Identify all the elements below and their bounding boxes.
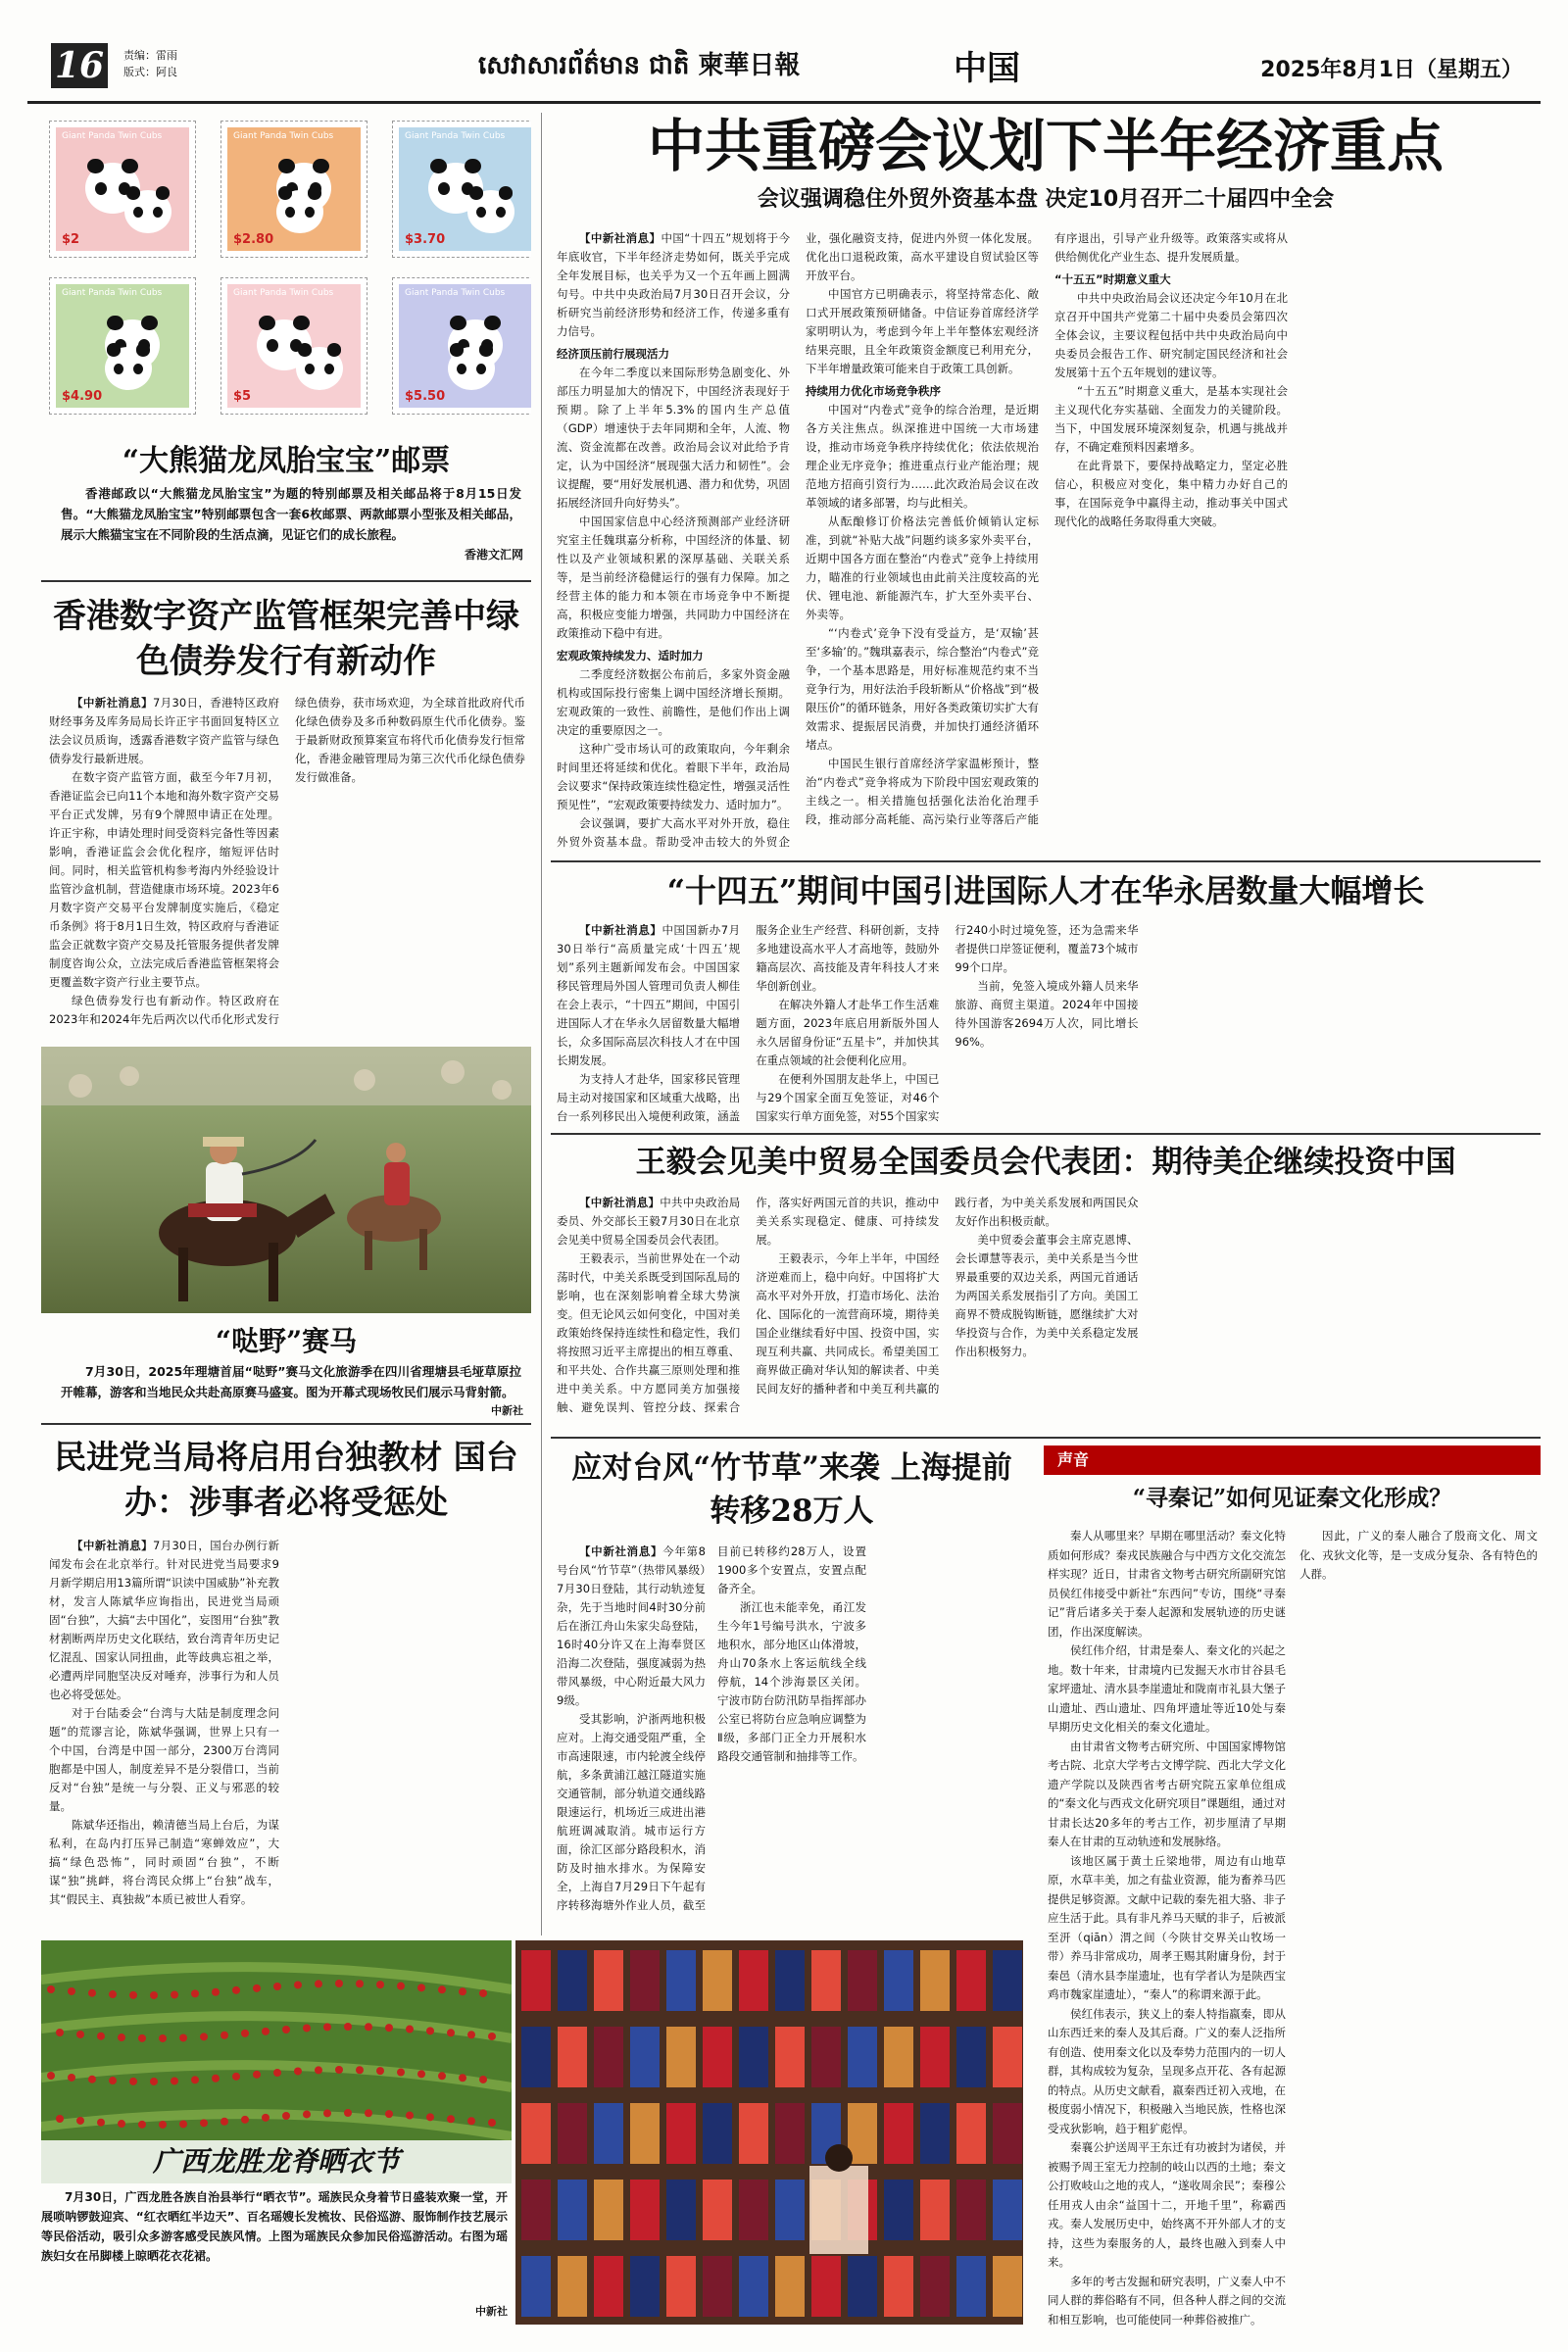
- parade-person: [200, 2119, 208, 2127]
- parade-person: [447, 2115, 455, 2123]
- parade-person: [68, 2074, 75, 2082]
- hanging-garment: [521, 2027, 551, 2087]
- main-paragraph: 中共中央政治局会议还决定今年10月在北京召开中国共产党第二十届中央委员会第四次全体会议，主要议程包括中共中央政治局向中央委员会报告工作、研究制定国民经济和社会发展第十五个五年规划的建议等。: [1054, 291, 1288, 379]
- hanging-garment: [739, 2103, 768, 2164]
- parade-person: [97, 2119, 105, 2127]
- parade-person: [488, 2119, 496, 2127]
- hanging-garment: [594, 1950, 623, 2011]
- parade-person: [220, 2032, 228, 2039]
- wang-article-body: [557, 1194, 1537, 1431]
- main-paragraph: 在此背景下，要保持战略定力，坚定必胜信心，积极应对变化，集中精力办好自己的事，在国际竞争中赢得主动，推动事关中国式现代化的战略任务取得重大突破。: [1054, 459, 1288, 528]
- hk-article-headline: 香港数字资产监管框架完善中绿色债券发行有新动作: [53, 597, 519, 681]
- parade-person: [118, 2120, 125, 2128]
- horse-title: “哒野”赛马: [215, 1325, 358, 1357]
- hanging-garment: [521, 2256, 551, 2317]
- panda-icon: [276, 190, 323, 233]
- stamp-value: $5.50: [405, 389, 446, 404]
- main-paragraph: “‘内卷式’竞争下没有受益方，是‘双输’甚至‘多输’的。”魏琪嘉表示，综合整治“内卷式”竞争，一个基本思路是，用好标准规范约束不当竞争行为，用好法治手段斩断从“价格战”到“极限压价”的循环链条，用好各类政策切实扩大有效需求、提振居民消费，并加快打通经济循环堵点。: [806, 626, 1039, 752]
- section-name: 中国: [954, 49, 1020, 88]
- stamp-image: [399, 127, 531, 251]
- wang-paragraph: 美中贸委会董事会主席克恩博、会长谭慧等表示，美中关系是当今世界最重要的双边关系，两国元首通话为两国关系发展指引了方向。美国工商界不赞成脱钩断链，愿继续扩大对华投资与合作，为美中关系稳定发展作出积极努力。: [955, 1233, 1139, 1358]
- main-paragraph: 中国民生银行首席经济学家温彬预计，整治“内卷式”竞争将成为下阶段中国宏观政策的主线之一。相关措施包括强化法治化治理手段，推动部分高耗能、高污染行业等落后产能有序退出，引导产业升级等。政策落实或将从供给侧优化产业生态、提升发展质量。: [806, 231, 1288, 826]
- parade-person: [323, 2023, 331, 2031]
- hanging-garment: [956, 2180, 986, 2240]
- wang-paragraph: 中共中央政治局委员、外交部长王毅7月30日在北京会见美中贸易全国委员会代表团。: [557, 1196, 741, 1247]
- main-paragraph: 中国对“内卷式”竞争的综合治理，是近期各方关注焦点。纵深推进中国统一大市场建设，推动市场竞争秩序持续优化；依法依规治理企业无序竞争；推进重点行业产能治理；规范地方招商引资行为……此次政治局会议在改革领域的诸多部署，均与此相关。: [806, 403, 1039, 510]
- stamp-image: [56, 284, 189, 408]
- festival-title-box: [41, 2140, 512, 2183]
- wang-yi-article: [551, 1137, 1541, 1433]
- parade-person: [159, 2034, 167, 2042]
- parade-person: [88, 1989, 96, 1997]
- hanging-garment: [775, 2256, 805, 2317]
- hanging-garment: [920, 1950, 950, 2011]
- parade-person: [335, 1980, 343, 1987]
- hanging-garment: [956, 1950, 986, 2011]
- wang-paragraph: 王毅表示，今年上半年，中国经济逆难而上，稳中向好。中国将扩大高水平对外开放，打造市场化、法治化、国际化的一流营商环境，期待美国企业继续看好中国、投资中国，实现互利共赢、共同成长。希望美国工商界做正确对华认知的解读者、中美民间友好的播种者和中美互利共赢的践行者，为中美关系发展和两国民众友好作出积极贡献。: [756, 1196, 1139, 1396]
- parade-person: [315, 1980, 322, 1987]
- parade-person: [273, 2069, 281, 2077]
- hk-article-body: [49, 694, 525, 1037]
- stamp-image: [227, 284, 361, 408]
- parade-person: [488, 2033, 496, 2040]
- hanging-clothes-image: [515, 1940, 1023, 2325]
- parade-person: [426, 2027, 434, 2034]
- stamp-1: [49, 121, 196, 258]
- main-subheading: 宏观政策持续发力、适时加力: [557, 649, 704, 662]
- hanging-garment: [630, 2256, 660, 2317]
- dpp-article-headline: 民进党当局将启用台独教材 国台办：涉事者必将受惩处: [54, 1438, 518, 1521]
- hanging-garment: [956, 2256, 986, 2317]
- hanging-garment: [956, 2027, 986, 2087]
- parade-person: [150, 2078, 158, 2085]
- hanging-garment: [884, 2103, 913, 2164]
- parade-person: [323, 2109, 331, 2117]
- parade-person: [294, 1981, 302, 1988]
- stamp-series-label: Giant Panda Twin Cubs: [62, 131, 163, 141]
- page-header: [27, 35, 1541, 104]
- hanging-garment: [666, 2103, 696, 2164]
- festival-caption: 7月30日，广西龙胜各族自治县举行“晒衣节”。瑶族民众身着节日盛装欢聚一堂，开展唢呐锣鼓迎宾、“红衣晒红半边天”、百名瑶嫂长发梳妆、民俗巡游、服饰制作技艺展示等民俗活动，吸引众多游客感受民族风情。上图为瑶族民众参加民俗巡游活动。右图为瑶族妇女在吊脚楼上晾晒花衣花裙。: [41, 2190, 508, 2263]
- parade-person: [56, 2115, 64, 2123]
- hanging-garment: [920, 2027, 950, 2087]
- dpp-paragraph: 7月30日，国台办例行新闻发布会在北京举行。针对民进党当局要求9月新学期启用13篇所谓“识读中国威胁”补充教材，发言人陈斌华应询指出，民进党当局顽固“台独”，大搞“去中国化”，妄图用“台独”教材割断两岸历史文化联结，致台湾青年历史记忆混乱、国家认同扭曲，此等歧典忘祖之举，必遭两岸同胞坚决反对唾弃，涉事行为和人员也必将受惩处。: [49, 1539, 280, 1701]
- main-subhead: 会议强调稳住外贸外资基本盘 决定10月召开二十届四中全会: [757, 187, 1335, 212]
- parade-person: [417, 2070, 425, 2078]
- hanging-garment: [558, 2180, 587, 2240]
- qin-paragraph: 侯红伟表示，狭义上的秦人特指嬴秦，即从山东西迁来的秦人及其后裔。广义的秦人泛指所有创造、使用秦文化以及奉势力范围内的一切人群，其构成较为复杂，呈现多点开花、各有起源的特点。从历史文献看，嬴秦西迁初入戎地，在极度弱小情况下，积极融入当地民族，性格也深受戎狄影响，趋于粗犷彪悍。: [1048, 2006, 1286, 2135]
- stamp-series-label: Giant Panda Twin Cubs: [405, 131, 506, 141]
- horse-credit: 中新社: [491, 1404, 523, 1416]
- hanging-garment: [884, 1950, 913, 2011]
- parade-person: [56, 2029, 64, 2036]
- parade-person: [212, 2075, 220, 2082]
- festival-credit: 中新社: [475, 2305, 508, 2318]
- hanging-garment: [848, 1950, 877, 2011]
- parade-person: [303, 2110, 311, 2118]
- parade-person: [365, 2109, 372, 2117]
- hanging-garment: [993, 2103, 1022, 2164]
- main-paragraph: 【中新社消息】中国“十四五”规划将于今年底收官，下半年经济走势如何，既关乎完成全年发展目标，也关乎为又一个五年画上圆满句号。中共中央政治局7月30日召开会议，分析研究当前经济形势和经济工作，传递多重有力信号。: [557, 231, 790, 338]
- stamp-image: [399, 284, 531, 408]
- hanging-garment: [594, 2027, 623, 2087]
- parade-person: [129, 2078, 137, 2085]
- parade-person: [447, 2029, 455, 2036]
- hanging-garment: [993, 2027, 1022, 2087]
- talent-article: [551, 866, 1541, 1129]
- stamp-series-label: Giant Panda Twin Cubs: [233, 131, 334, 141]
- hk-article-lead: 【中新社消息】: [72, 696, 153, 710]
- parade-person: [479, 1989, 487, 1997]
- stamp-value: $4.90: [62, 389, 103, 404]
- main-subheading: 持续用力优化市场竞争秩序: [806, 384, 941, 398]
- divider: [41, 580, 531, 582]
- stamps-credit: 香港文汇网: [464, 548, 523, 562]
- editor-credits: [123, 47, 177, 80]
- hanging-garment: [775, 2180, 805, 2240]
- hanging-garment: [594, 2256, 623, 2317]
- parade-person: [109, 1990, 117, 1998]
- hanging-garment: [703, 2103, 732, 2164]
- parade-person: [118, 2034, 125, 2041]
- parade-person: [282, 2112, 290, 2120]
- stamp-image: [227, 127, 361, 251]
- festival-caption-block: [41, 2187, 512, 2325]
- parade-person: [138, 2121, 146, 2129]
- parade-person: [88, 2076, 96, 2083]
- hanging-garment: [884, 2027, 913, 2087]
- hanging-garment: [521, 2103, 551, 2164]
- main-paragraph: 中国官方已明确表示，将坚持常态化、敞口式开展政策预研储备。中信证券首席经济学家明明认为，考虑到今年上半年整体宏观经济结果亮眼，且全年政策资金额度已利用充分，下半年增量政策可能来自于政策工具创新。: [806, 287, 1039, 375]
- typhoon-paragraph: 浙江也未能幸免，甬江发生今年1号编号洪水，宁波多地积水，部分地区山体滑坡，舟山70条水上客运航线全线停航，14个涉海景区关闭。宁波市防台防汛防旱指挥部办公室已将防台应急响应调整为Ⅱ级，多部门正全力开展积水路段交通管制和抽排等工作。: [717, 1600, 866, 1763]
- hanging-garment: [775, 2103, 805, 2164]
- hanging-garment: [739, 2180, 768, 2240]
- main-paragraph: 从酝酿修订价格法完善低价倾销认定标准，到就“补贴大战”问题约谈多家外卖平台，近期中国各方面在整治“内卷式”竞争上持续用力，瞄准的行业领域也由此前关注度较高的光伏、锂电池、新能源汽车，扩大至外卖平台、外卖等。: [806, 514, 1039, 621]
- main-paragraph: 会议强调，要扩大高水平对外开放，稳住外贸外资基本盘。帮助受冲击较大的外贸企业，强化融资支持，促进内外贸一体化发展。优化出口退税政策，高水平建设自贸试验区等开放平台。: [557, 231, 1039, 849]
- stamp-value: $2.80: [233, 232, 274, 247]
- stamps-caption: 香港邮政以“大熊猫龙凤胎宝宝”为题的特别邮票及相关邮品将于8月15日发售。“大熊猫龙凤胎宝宝”特别邮票包含一套6枚邮票、两款邮票小型张及相关邮品，展示大熊猫宝宝在不同阶段的生活点滴，见证它们的成长旅程。: [61, 486, 521, 542]
- hanging-garment: [775, 2027, 805, 2087]
- parade-person: [212, 1988, 220, 1996]
- divider: [551, 1133, 1541, 1135]
- hanging-garment: [775, 1950, 805, 2011]
- typhoon-article: [551, 1441, 1033, 1931]
- parade-person: [406, 2112, 414, 2120]
- talent-lead: 【中新社消息】: [579, 923, 662, 937]
- parade-person: [273, 1983, 281, 1990]
- parade-person: [406, 2026, 414, 2034]
- hanging-garment: [558, 2027, 587, 2087]
- parade-person: [356, 2066, 364, 2074]
- hanging-garment: [558, 1950, 587, 2011]
- parade-person: [376, 1981, 384, 1988]
- hk-paragraph: 7月30日，香港特区政府财经事务及库务局局长许正宇书面回复特区立法会议员质询，透露香港数字资产监管与绿色债券发行最新进展。: [49, 696, 280, 765]
- hanging-garment: [666, 1950, 696, 2011]
- parade-person: [68, 1987, 75, 1995]
- layout-editor-line: 版式：阿良: [123, 66, 177, 78]
- hanging-garment: [666, 2256, 696, 2317]
- main-paragraph: 这种广受市场认可的政策取向，今年剩余时间里还将延续和优化。着眼下半年，政治局会议要求“保持政策连续性稳定性，增强灵活性预见性”，“宏观政策要持续发力、适时加力”。: [557, 742, 790, 811]
- qin-paragraph: 该地区属于黄土丘梁地带，周边有山地草原，水草丰美，加之有盐业资源，能为畜养马匹提供足够资源。文献中记载的秦先祖大骆、非子应生活于此。具有非凡养马天赋的非子，后被派至汧（qiān）渭之间（今陕甘交界关山牧场一带）养马非常成功，周孝王赐其附庸身份，封于秦邑（清水县李崖遗址，也有学者认为是陕西宝鸡市魏家崖遗址），“秦人”的称谓来源于此。: [1048, 1853, 1286, 2001]
- parade-person: [109, 2077, 117, 2084]
- parade-person: [241, 2116, 249, 2124]
- parade-person: [159, 2121, 167, 2129]
- main-paragraph: 中国国家信息中心经济预测部产业经济研究室主任魏琪嘉分析称，中国经济的体量、韧性以及产业领域积累的深厚基础、关联关系等，是当前经济稳健运行的强有力保障。加之经营主体的能力和本领在市场竞争中不断提高，积极应变能力增强，共同助力中国经济在政策推动下稳中有进。: [557, 514, 790, 640]
- dpp-paragraph: 对于台陆委会“台湾与大陆是制度理念问题”的荒谬言论，陈斌华强调，世界上只有一个中国，台湾是中国一部分，2300万台湾同胞都是中国人，制度差异不是分裂借口，当前反对“台独”是统一与分裂、正义与邪恶的较量。: [49, 1706, 279, 1813]
- horse-caption: 7月30日，2025年理塘首届“哒野”赛马文化旅游季在四川省理塘县毛垭草原拉开帷幕，游客和当地民众共赴高原赛马盛宴。图为开幕式现场牧民们展示马背射箭。: [61, 1364, 521, 1399]
- parade-person: [438, 1985, 446, 1993]
- wang-headline: 王毅会见美中贸易全国委员会代表团：期待美企继续投资中国: [635, 1145, 1456, 1180]
- stamp-2: [220, 121, 368, 258]
- parade-person: [232, 1986, 240, 1994]
- main-subheading: “十五五”时期意义重大: [1054, 272, 1171, 286]
- panda-icon: [467, 190, 514, 233]
- column-tag: 声音: [1044, 1446, 1541, 1475]
- hanging-garment: [739, 2027, 768, 2087]
- stamp-series-label: Giant Panda Twin Cubs: [405, 288, 506, 298]
- hanging-garment: [666, 2027, 696, 2087]
- main-headline: 中共重磅会议划下半年经济重点: [647, 113, 1444, 179]
- hanging-garment: [920, 2103, 950, 2164]
- parade-person: [97, 2033, 105, 2040]
- parade-person: [76, 2031, 84, 2038]
- parade-person: [232, 2073, 240, 2081]
- qin-paragraph: 因此，广义的秦人融合了殷商文化、周文化、戎狄文化等，是一支成分复杂、各有特色的人群。: [1299, 1529, 1538, 1581]
- typhoon-paragraph: 今年第8号台风“竹节草”（热带风暴级）7月30日登陆，其行动轨迹复杂，先于当地时间4时30分前后在浙江舟山朱家尖岛登陆，16时40分许又在上海奉贤区沿海二次登陆，强度减弱为热带风暴级，中心附近最大风力9级。: [557, 1544, 706, 1707]
- hanging-garment: [920, 2256, 950, 2317]
- hanging-garment: [811, 2256, 841, 2317]
- stamp-grid: [41, 113, 531, 426]
- divider: [551, 1437, 1541, 1439]
- parade-person: [479, 2076, 487, 2083]
- hanging-garment: [848, 2256, 877, 2317]
- dpp-article-lead: 【中新社消息】: [72, 1539, 153, 1552]
- dpp-article-body: [49, 1537, 525, 1929]
- parade-person: [47, 2072, 55, 2080]
- qin-paragraph: 由甘肃省文物考古研究所、中国国家博物馆考古院、北京大学考古文博学院、西北大学文化遗产学院以及陕西省考古研究院五家单位组成的“秦文化与西戎文化研究项目”课题组，通过对甘肃长达20多年的考古工作，初步厘清了早期秦人在甘肃的互动轨迹和发展脉络。: [1048, 1739, 1286, 1848]
- parade-person: [179, 2034, 187, 2041]
- hanging-garment: [558, 2256, 587, 2317]
- parade-person: [262, 2114, 270, 2122]
- hanging-garment: [521, 2180, 551, 2240]
- qin-paragraph: 秦襄公护送周平王东迁有功被封为诸侯，并被赐予周王室无力控制的岐山以西的土地；秦文公打败岐山之地的戎人，“遂收周余民”；秦穆公任用戎人由余“益国十二，开地千里”，称霸西戎。秦人发展历史中，始终离不开外部人才的支持，这些为秦服务的人，最终也融入到秦人中来。: [1048, 2140, 1286, 2269]
- hanging-garment: [630, 1950, 660, 2011]
- stamps-title: “大熊猫龙凤胎宝宝”邮票: [122, 444, 451, 478]
- parade-person: [385, 2024, 393, 2032]
- panda-icon: [105, 347, 152, 390]
- stamp-3: [392, 121, 531, 258]
- parade-person: [76, 2117, 84, 2125]
- parade-person: [397, 2069, 405, 2077]
- parade-person: [179, 2120, 187, 2128]
- wang-lead: 【中新社消息】: [579, 1196, 661, 1209]
- divider: [551, 860, 1541, 862]
- page-number: 16: [51, 43, 108, 88]
- parade-person: [344, 2109, 352, 2117]
- hanging-garment: [703, 2027, 732, 2087]
- qin-paragraph: 秦人从哪里来？早期在哪里活动？秦文化特质如何形成？秦戎民族融合与中西方文化交流怎样实现？近日，甘肃省文物考古研究所副研究馆员侯红伟接受中新社“东西问”专访，围绕“寻秦记”背后诸多关于秦人起源和发展轨迹的历史谜团，作出深度解读。: [1048, 1529, 1286, 1639]
- hanging-garment: [630, 2027, 660, 2087]
- parade-person: [438, 2072, 446, 2080]
- parade-person: [262, 2028, 270, 2035]
- stamp-6: [392, 277, 531, 415]
- hk-paragraph: 在数字资产监管方面，截至今年7月初，香港证监会已向11个本地和海外数字资产交易平台正式发牌，另有9个牌照申请正在处理。许正宇称，申请处理时间受资料完备性等因素影响，香港证监会会优化程序，缩短评估时间。同时，相关监管机构参考海内外经验设计监管沙盒机制，营造健康市场环境。2023年6月数字资产交易平台发牌制度实施后，《稳定币条例》将于8月1日生效，特区政府与香港证监会正就数字资产交易及托管服务提供者发牌制度咨询公众，立法完成后香港监管框架将会更覆盖数字资产行业主要节点。: [49, 770, 279, 989]
- talent-paragraph: 为支持人才赴华，国家移民管理局主动对接国家和区域重大战略，出台一系列移民出入境便利政策，涵盖服务企业生产经营、科研创新，支持多地建设高水平人才高地等，鼓励外籍高层次、高技能及青年科技人才来华创新创业。: [557, 923, 940, 1123]
- parade-person: [171, 2077, 178, 2084]
- column-divider: [541, 113, 542, 1936]
- parade-person: [376, 2067, 384, 2075]
- parade-person: [397, 1983, 405, 1990]
- parade-person: [200, 2033, 208, 2040]
- talent-paragraph: 当前，免签入境成外籍人员来华旅游、商贸主渠道。2024年中国接待外国游客2694万人次，同比增长96%。: [955, 979, 1139, 1049]
- stamp-5: [220, 277, 368, 415]
- parade-person: [171, 1990, 178, 1998]
- parade-person: [47, 1985, 55, 1993]
- hanging-garment: [521, 1950, 551, 2011]
- hanging-garment: [739, 1950, 768, 2011]
- dpp-textbook-article: [41, 1431, 531, 1933]
- hanging-garment: [811, 1950, 841, 2011]
- hanging-garment: [811, 2027, 841, 2087]
- hanging-garment: [630, 2103, 660, 2164]
- parade-person: [459, 2074, 466, 2082]
- parade-person: [417, 1984, 425, 1991]
- hk-digital-assets-article: [41, 588, 531, 1039]
- panda-icon: [124, 190, 172, 233]
- festival-clothes-photo: [515, 1940, 1023, 2325]
- editor-line: 责编：雷雨: [123, 49, 177, 62]
- horse-race-photo: [41, 1047, 531, 1313]
- parade-person: [335, 2066, 343, 2074]
- wang-paragraph: 王毅表示，当前世界处在一个动荡时代，中美关系既受到国际乱局的影响，也在深刻影响着全球大势演变。但无论风云如何变化，中国对美政策始终保持连续性和稳定性，我们将按照习近平主席提出的相互尊重、和平共处、合作共赢三原则处理和推进中美关系。中方愿同美方加强接触、避免误判、管控分歧、探索合作，落实好两国元首的共识，推动中美关系实现稳定、健康、可持续发展。: [557, 1196, 940, 1414]
- parade-person: [253, 2071, 261, 2079]
- hanging-garment: [993, 2256, 1022, 2317]
- typhoon-article-body: [557, 1543, 1027, 1929]
- hanging-garment: [993, 1950, 1022, 2011]
- hanging-garment: [594, 2103, 623, 2164]
- main-paragraph: 二季度经济数据公布前后，多家外资金融机构或国际投行密集上调中国经济增长预期。宏观政策的一致性、前瞻性，是他们作出上调决定的重要原因之一。: [557, 667, 790, 737]
- panda-icon: [448, 347, 495, 390]
- parade-person: [220, 2118, 228, 2126]
- parade-person: [459, 1987, 466, 1995]
- parade-person: [426, 2113, 434, 2121]
- hanging-garment: [884, 2256, 913, 2317]
- parade-person: [315, 2066, 322, 2074]
- hanging-garment: [956, 2103, 986, 2164]
- horse-caption-block: [41, 1318, 531, 1416]
- typhoon-lead: 【中新社消息】: [579, 1544, 663, 1558]
- qin-article-body: [1048, 1527, 1538, 2330]
- parade-person: [150, 1991, 158, 1999]
- typhoon-headline: 应对台风“竹节草”来袭 上海提前转移28万人: [571, 1450, 1012, 1529]
- parade-person: [385, 2110, 393, 2118]
- hanging-garment: [630, 2180, 660, 2240]
- main-paragraph: “十五五”时期意义重大，是基本实现社会主义现代化夯实基础、全面发力的关键阶段。当下，中国发展环境深刻复杂，机遇与挑战并存，不确定难预料因素增多。: [1054, 384, 1288, 454]
- hanging-garment: [739, 2256, 768, 2317]
- parade-person: [356, 1980, 364, 1987]
- stamps-feature: [41, 113, 531, 573]
- main-subheading: 经济顶压前行展现活力: [557, 347, 669, 361]
- hk-paragraph: 绿色债券发行也有新动作。特区政府在2023年和2024年先后两次以代币化形式发行绿色债券，获市场欢迎，为全球首批政府代币化绿色债券及多币种数码原生代币化债券。鉴于最新财政预算案宣布将代币化债券发行恒常化，香港金融管理局为第三次代币化绿色债券发行做准备。: [49, 696, 525, 1026]
- dpp-paragraph: 陈斌华还指出，赖清德当局上台后，为谋私利，在岛内打压异己制造“寒蝉效应”，大搞“绿色恐怖”，同时顽固“台独”，不断谋“独”挑衅，将台湾民众绑上“台独”战车，其“假民主、真独裁”本质已被世人看穿。: [49, 1818, 279, 1906]
- hanging-garment: [558, 2103, 587, 2164]
- stamp-4: [49, 277, 196, 415]
- qin-paragraph: 多年的考古发掘和研究表明，广义秦人中不同人群的葬俗略有不同，但各种人群之间的交流和相互影响，也可能使同一种葬俗被推广。: [1048, 2274, 1286, 2327]
- parade-person: [241, 2030, 249, 2037]
- festival-terrace-photo: [41, 1940, 512, 2183]
- stamp-series-label: Giant Panda Twin Cubs: [62, 288, 163, 298]
- qin-headline: “寻秦记”如何见证秦文化形成？: [1132, 1485, 1452, 1511]
- qin-culture-article: [1044, 1478, 1541, 2332]
- main-article-body: [557, 229, 1537, 853]
- stamp-image: [56, 127, 189, 251]
- qin-paragraph: 侯红伟介绍，甘肃是秦人、秦文化的兴起之地。数十年来，甘肃境内已发掘天水市甘谷县毛家坪遗址、清水县李崖遗址和陇南市礼县大堡子山遗址、西山遗址、四角坪遗址等近10处与秦早期历史文化相关的秦文化遗址。: [1048, 1643, 1286, 1734]
- hanging-garment: [703, 2256, 732, 2317]
- issue-date: 2025年8月1日（星期五）: [1260, 58, 1523, 82]
- main-paragraph: 在今年二季度以来国际形势急剧变化、外部压力明显加大的情况下，中国经济表现好于预期。除了上半年5.3%的国内生产总值（GDP）增速快于去年同期和全年，人流、物流、资金流都在改善。政治局会议对此给予肯定，认为中国经济“展现强大活力和韧性”。会议提醒，要“用好发展机遇、潜力和优势，巩固拓展经济回升向好势头”。: [557, 366, 790, 510]
- talent-paragraph: 中国国新办7月30日举行“高质量完成‘十四五’规划”系列主题新闻发布会。中国国家移民管理局外国人管理司负责人柳佳在会上表示，“十四五”期间，中国引进国际人才在华永久居留数量大幅增长，众多国际高层次科技人才在中国长期发展。: [557, 923, 741, 1067]
- hanging-garment: [884, 2180, 913, 2240]
- hanging-garment: [666, 2180, 696, 2240]
- stamp-value: $5: [233, 389, 252, 404]
- talent-paragraph: 在解决外籍人才赴华工作生活难题方面，2023年底启用新版外国人永久居留身份证“五星卡”，并加快其在重点领域的社会便利化应用。: [756, 998, 940, 1067]
- hanging-garment: [594, 2180, 623, 2240]
- parade-person: [129, 1991, 137, 1999]
- panda-icon: [296, 347, 343, 390]
- stamp-series-label: Giant Panda Twin Cubs: [233, 288, 334, 298]
- parade-person: [191, 2076, 199, 2083]
- parade-person: [282, 2026, 290, 2034]
- hanging-garment: [993, 2180, 1022, 2240]
- parade-person: [344, 2023, 352, 2031]
- parade-person: [303, 2024, 311, 2032]
- stamp-value: $3.70: [405, 232, 446, 247]
- parade-person: [253, 1984, 261, 1992]
- talent-paragraph: 在便利外国朋友赴华上，中国已与29个国家全面互免签证，对46个国家实行单方面免签，对55个国家实行240小时过境免签，还为急需来华者提供口岸签证便利，覆盖73个城市99个口岸。: [756, 923, 1139, 1123]
- parade-person: [467, 2031, 475, 2038]
- parade-person: [365, 2023, 372, 2031]
- parade-person: [467, 2117, 475, 2125]
- festival-title: 广西龙胜龙脊晒衣节: [152, 2145, 400, 2178]
- main-article: [551, 110, 1541, 855]
- masthead: សេវាសារព័ត៌មាន ជាតិ 柬華日報: [478, 51, 801, 80]
- talent-article-body: [557, 921, 1537, 1127]
- typhoon-paragraph: 受其影响，沪浙两地积极应对。上海交通受阻严重，全市高速限速，市内轮渡全线停航，多条黄浦江越江隧道实施交通管制，部分轨道交通线路限速运行，机场近三成进出港航班调减取消。城市运行方面，徐汇区部分路段积水，消防及时抽水排水。为保障安全，上海自7月29日下午起有序转移海塘外作业人员，截至目前已转移约28万人，设置1900多个安置点，安置点配备齐全。: [557, 1544, 866, 1912]
- divider: [41, 1423, 531, 1425]
- hanging-garment: [848, 2027, 877, 2087]
- hanging-garment: [703, 1950, 732, 2011]
- hanging-garment: [920, 2180, 950, 2240]
- parade-person: [191, 1989, 199, 1997]
- hanging-garment: [703, 2180, 732, 2240]
- horse-race-image: [41, 1047, 531, 1313]
- main-lead: 【中新社消息】: [579, 231, 662, 245]
- parade-person: [138, 2034, 146, 2042]
- talent-headline: “十四五”期间中国引进国际人才在华永居数量大幅增长: [666, 872, 1425, 909]
- parade-person: [294, 2067, 302, 2075]
- stamp-value: $2: [62, 232, 80, 247]
